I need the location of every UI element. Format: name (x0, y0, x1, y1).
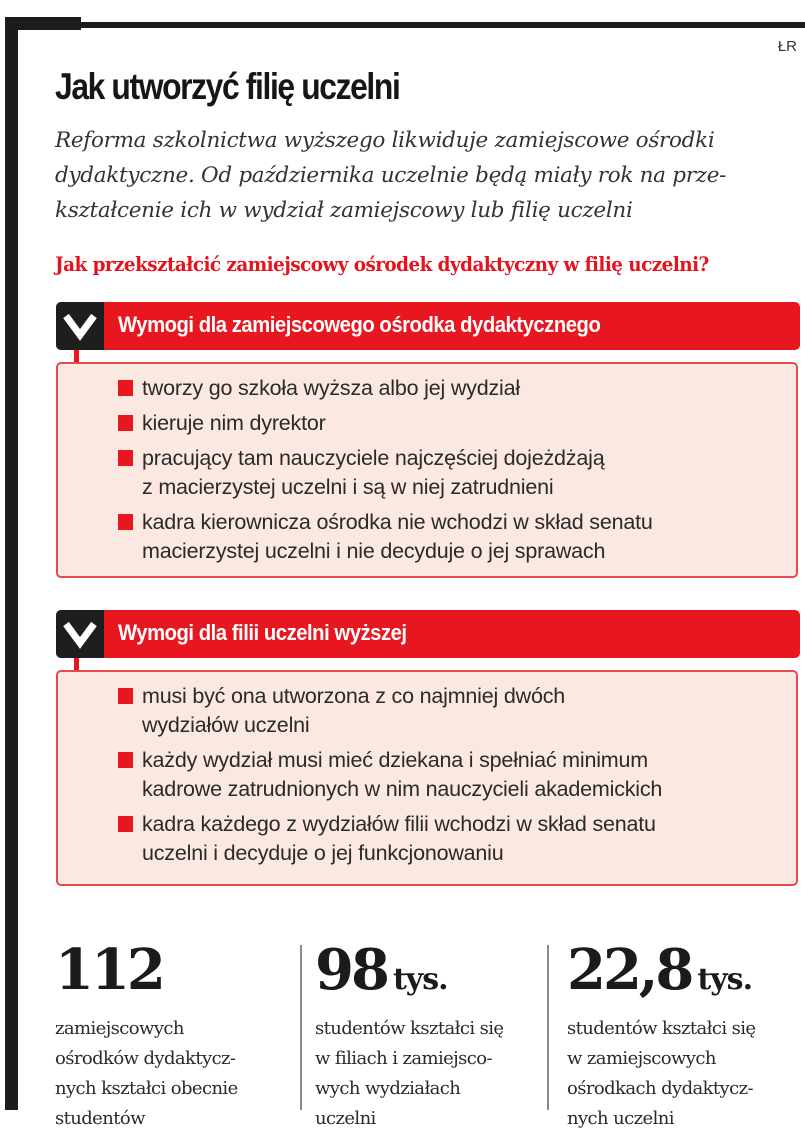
list-item-text: każdy wydział musi mieć dziekana i spełniać minimum kadrowe zatrudnionych w nim nauczycieli akademickich (142, 748, 663, 801)
author-credit: ŁR (777, 38, 797, 55)
list-item-text: pracujący tam nauczyciele najczęściej dojeżdżają z macierzystej uczelni i są w niej zatrudnieni (142, 446, 605, 499)
bullet-square-icon (118, 514, 133, 530)
requirements-box-filia (56, 670, 798, 886)
stat-osrodki (55, 937, 285, 1129)
stat-description: studentów kształci się w filiach i zamiejsco- wych wydziałach uczelni (315, 1018, 504, 1129)
requirements-list (118, 374, 786, 572)
bullet-square-icon (118, 450, 133, 466)
bullet-square-icon (118, 688, 133, 704)
chevron-down-icon (56, 610, 104, 658)
list-item (118, 409, 786, 438)
stat-number (567, 937, 805, 1010)
lead-line: dydaktyczne. Od października uczelnie będą miały rok na prze- (55, 163, 727, 188)
stat-number-value: 112 (55, 937, 163, 1003)
frame-left-rule (5, 17, 18, 1110)
stat-unit: tys. (392, 962, 448, 997)
stat-unit: tys. (697, 962, 753, 997)
bullet-square-icon (118, 816, 133, 832)
list-item (118, 444, 786, 502)
list-item (118, 810, 786, 868)
section-question: Jak przekształcić zamiejscowy ośrodek dydaktyczny w filię uczelni? (55, 252, 709, 276)
lead-line: Reforma szkolnictwa wyższego likwiduje zamiejscowe ośrodki (55, 128, 715, 153)
bullet-square-icon (118, 752, 133, 768)
list-item-text: kadra kierownicza ośrodka nie wchodzi w skład senatu macierzystej uczelni i nie decyduje o jej sprawach (142, 510, 653, 563)
list-item-text: kieruje nim dyrektor (142, 411, 326, 435)
stat-zamiejscowe (567, 937, 805, 1129)
stat-divider (547, 945, 549, 1110)
list-item-text: tworzy go szkoła wyższa albo jej wydział (142, 376, 520, 400)
stat-filie (315, 937, 545, 1129)
list-item (118, 746, 786, 804)
list-item-text: musi być ona utworzona z co najmniej dwóch wydziałów uczelni (142, 684, 566, 737)
stat-description: zamiejscowych ośrodków dydaktycz- nych kształci obecnie studentów (55, 1018, 238, 1129)
stat-number (315, 937, 545, 1010)
lead-line: kształcenie ich w wydział zamiejscowy lub filię uczelni (55, 198, 633, 223)
stat-number-value: 98 (315, 937, 387, 1003)
requirements-list (118, 682, 786, 874)
chevron-down-icon (56, 302, 104, 350)
list-item-text: kadra każdego z wydziałów filii wchodzi w skład senatu uczelni i decyduje o jej funkcjonowaniu (142, 812, 656, 865)
section-header-filia (56, 610, 800, 658)
page-title: Jak utworzyć filię uczelni (55, 66, 400, 107)
requirements-box-osrodek (56, 362, 798, 578)
bullet-square-icon (118, 380, 133, 396)
lead-paragraph (55, 123, 795, 228)
list-item (118, 374, 786, 403)
frame-top-rule (80, 22, 805, 28)
stat-number-value: 22,8 (567, 937, 692, 1003)
stats-row (55, 937, 805, 1129)
list-item (118, 682, 786, 740)
section-heading: Wymogi dla zamiejscowego ośrodka dydaktycznego (118, 312, 601, 337)
stat-description: studentów kształci się w zamiejscowych ośrodkach dydaktycz- nych uczelni (567, 1018, 756, 1129)
stat-number (55, 937, 285, 1010)
list-item (118, 508, 786, 566)
stat-divider (300, 945, 302, 1110)
section-heading: Wymogi dla filii uczelni wyższej (118, 620, 407, 645)
section-header-osrodek (56, 302, 800, 350)
bullet-square-icon (118, 415, 133, 431)
